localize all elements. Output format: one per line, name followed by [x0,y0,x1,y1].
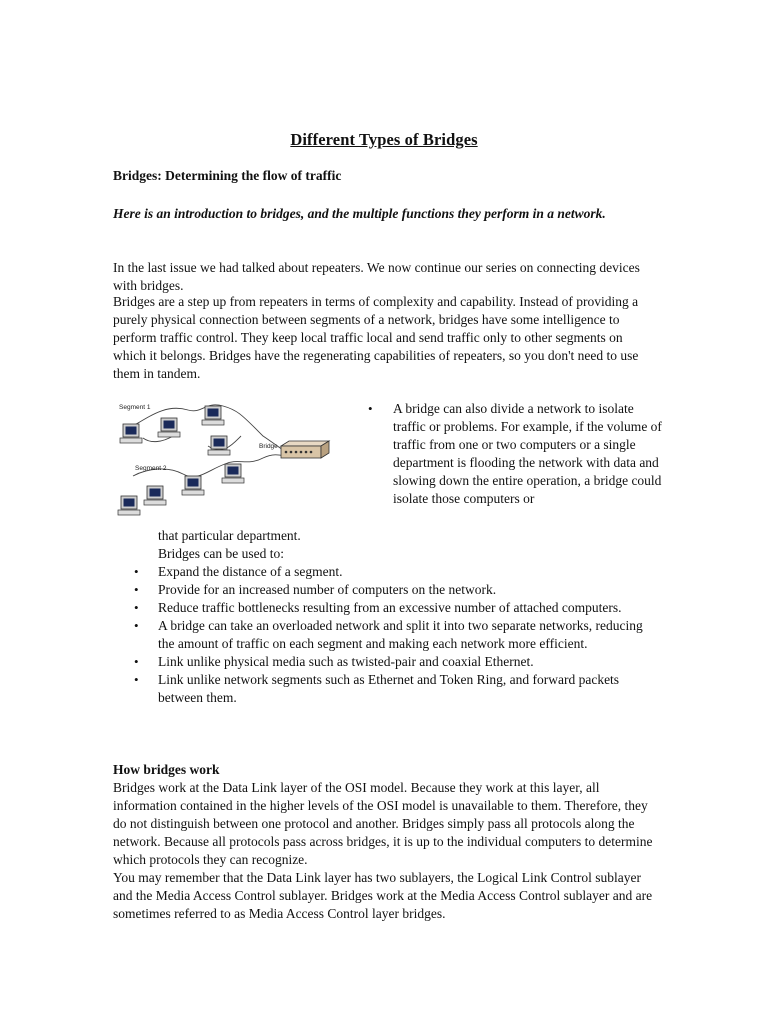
bridges-used-to-label: Bridges can be used to: [158,546,284,561]
paragraph-osi-layer: Bridges work at the Data Link layer of the OSI model. Because they work at this layer, all information contained in the higher levels of the OSI model is unavailable to them. Therefore, they do not distinguish between one protocol and another. Bridges simply pass all protocols along the network. Because all protocols pass across bridges, it is up to the individual computers to determine which protocols they can recognize. [113,780,653,867]
computer-icon [118,496,140,515]
bridge-network-diagram [113,396,348,518]
bullet-glyph: • [134,672,139,687]
bullet-glyph: • [134,618,139,633]
list-item-text: Link unlike physical media such as twisted-pair and coaxial Ethernet. [158,654,534,669]
continuation-text [158,527,678,563]
list-item-text: A bridge can also divide a network to isolate traffic or problems. For example, if the volume of traffic from one or two computers or a single department is flooding the network with data and slowing down the entire operation, a bridge could isolate those computers or [393,401,662,506]
bullet-glyph: • [134,600,139,615]
bullet-glyph: • [134,564,139,579]
computer-icon [222,464,244,483]
subheading: Bridges: Determining the flow of traffic [113,168,342,183]
computer-icon [202,406,224,425]
list-item [130,653,645,671]
list-item-text: Reduce traffic bottlenecks resulting from an excessive number of attached computers. [158,600,622,615]
computer-icon [158,418,180,437]
segment-1-label: Segment 1 [119,404,151,411]
list-item-text: Provide for an increased number of computers on the network. [158,582,497,597]
segment-2-label: Segment 2 [135,465,167,472]
list-item [366,400,666,508]
list-item [130,617,645,653]
bullet-glyph: • [134,654,139,669]
bullet-glyph: • [134,582,139,597]
computer-icon [120,424,142,443]
list-item [130,599,645,617]
list-item-text: Link unlike network segments such as Ethernet and Token Ring, and forward packets between them. [158,672,620,705]
continuation-line: that particular department. [158,528,301,543]
intro-text: Here is an introduction to bridges, and the multiple functions they perform in a network. [113,206,606,221]
list-item [130,581,645,599]
list-item [130,671,645,707]
page-title: Different Types of Bridges [290,130,478,149]
list-item [130,563,645,581]
bridge-uses-list [130,563,645,707]
paragraph-repeaters: In the last issue we had talked about repeaters. We now continue our series on connecting devices with bridges. [113,260,640,293]
bridge-device-icon [281,441,329,458]
bullet-glyph: • [368,401,373,416]
list-item-text: A bridge can take an overloaded network and split it into two separate networks, reducing the amount of traffic on each segment and making each network more efficient. [158,618,643,651]
computer-icon [208,436,230,455]
list-item-text: Expand the distance of a segment. [158,564,343,579]
paragraph-sublayers: You may remember that the Data Link layer has two sublayers, the Logical Link Control sublayer and the Media Access Control sublayer. Bridges work at the Media Access Control sublayer and are sometimes referred to as Media Access Control layer bridges. [113,870,653,921]
section-heading: How bridges work [113,762,220,777]
bridge-label: Bridge [259,443,278,450]
computer-icon [144,486,166,505]
float-bullet-list [366,400,666,508]
paragraph-bridges-overview: Bridges are a step up from repeaters in terms of complexity and capability. Instead of providing a purely physical connection between segments of a network, bridges have some intelligence to perform traffic control. They keep local traffic local and send traffic only to other segments on which it belongs. Bridges have the regenerating capabilities of repeaters, so you don't need to use them in tandem. [113,294,639,381]
computer-icon [182,476,204,495]
